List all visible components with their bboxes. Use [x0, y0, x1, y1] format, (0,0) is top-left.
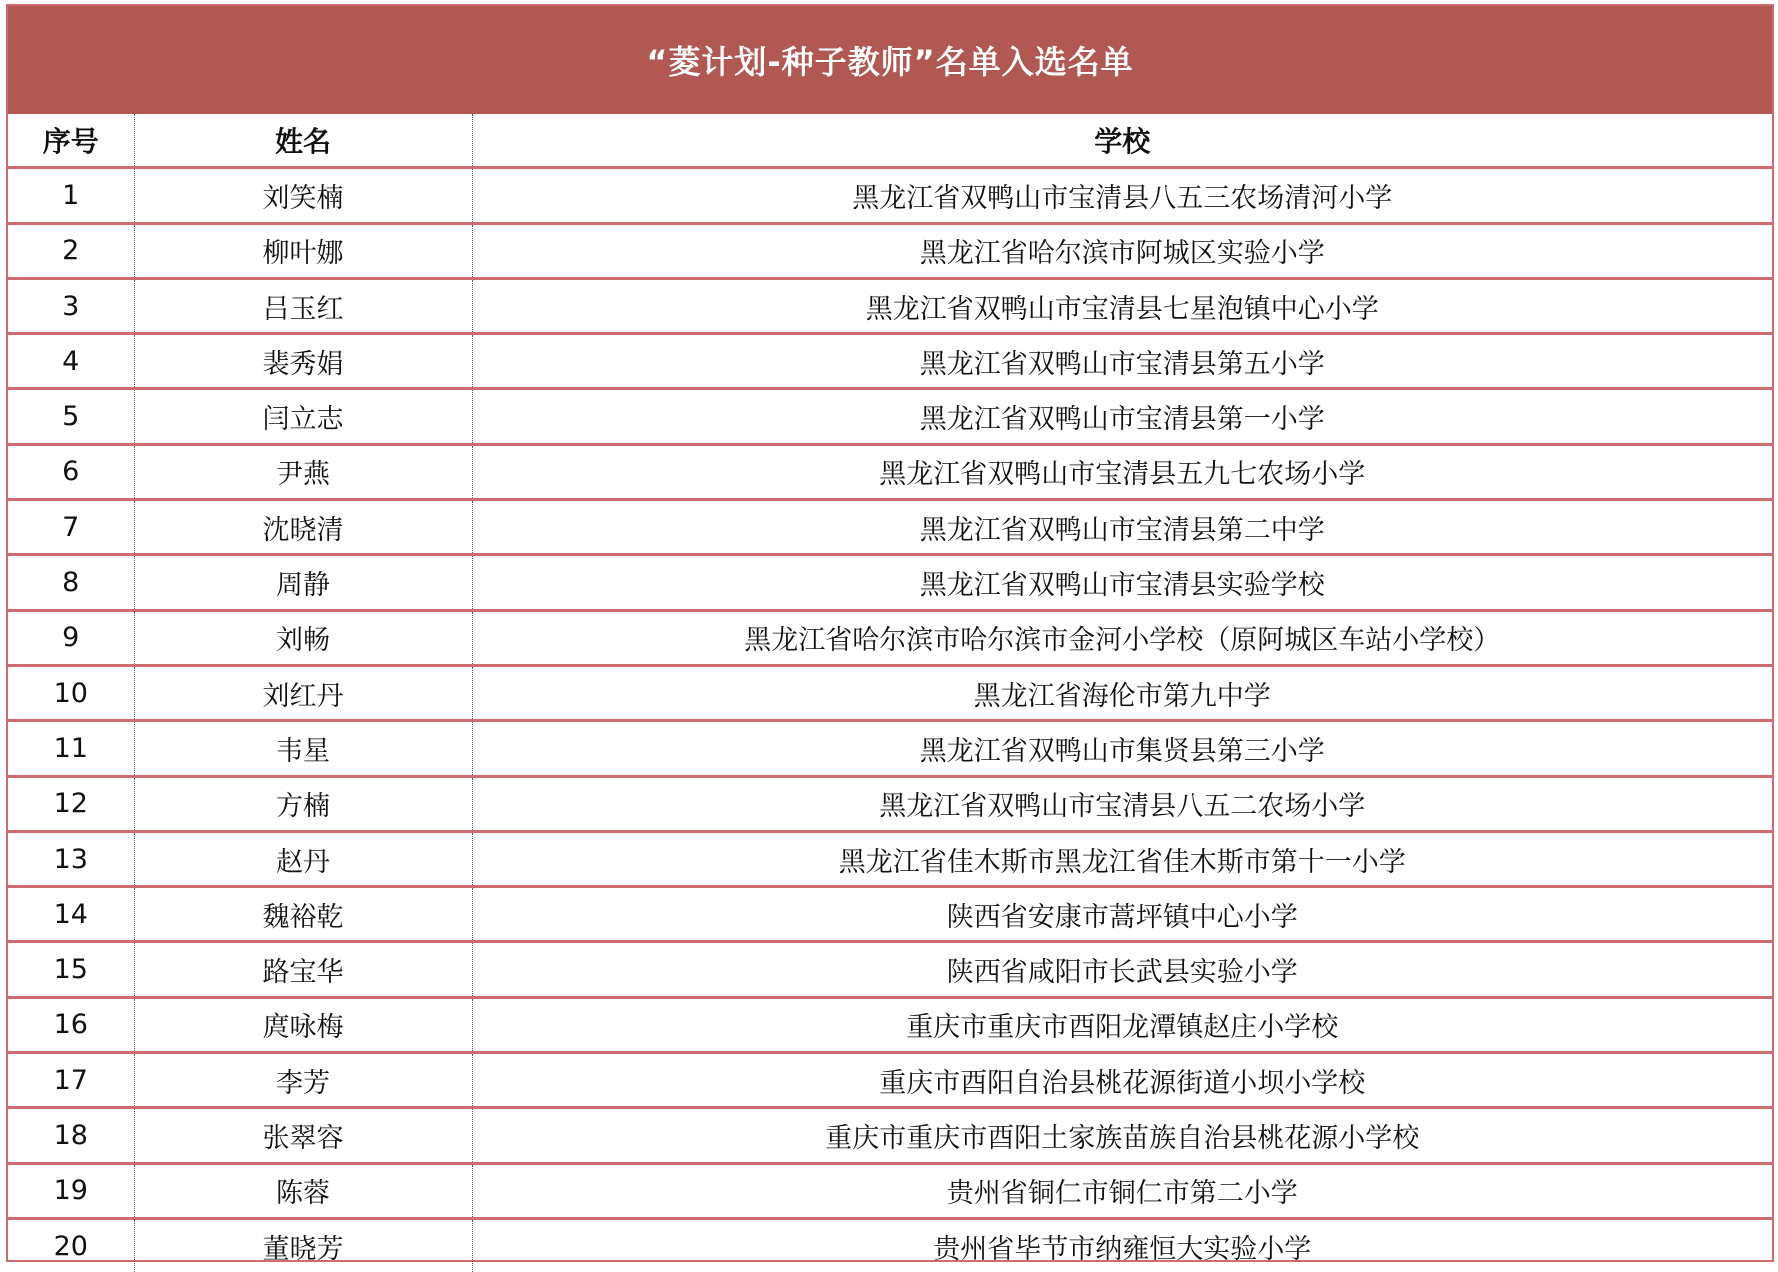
teacher-name-cell: 魏裕乾: [134, 887, 472, 942]
row-number-cell: 9: [8, 610, 134, 665]
school-name-cell: 黑龙江省双鸭山市宝清县七星泡镇中心小学: [472, 278, 1772, 333]
row-number-cell: 20: [8, 1218, 134, 1272]
column-header-no: 序号: [8, 114, 134, 168]
teacher-name-cell: 沈晓清: [134, 500, 472, 555]
table-row: [8, 444, 1772, 499]
table-row: [8, 942, 1772, 997]
row-number-cell: 6: [8, 444, 134, 499]
row-number-cell: 12: [8, 776, 134, 831]
table-row: [8, 831, 1772, 886]
table-row: [8, 997, 1772, 1052]
school-name-cell: 黑龙江省佳木斯市黑龙江省佳木斯市第十一小学: [472, 831, 1772, 886]
row-number-cell: 2: [8, 223, 134, 278]
school-name-cell: 黑龙江省双鸭山市宝清县第一小学: [472, 389, 1772, 444]
teacher-name-cell: 闫立志: [134, 389, 472, 444]
table-row: [8, 334, 1772, 389]
teacher-name-cell: 董晓芳: [134, 1218, 472, 1272]
teacher-name-cell: 路宝华: [134, 942, 472, 997]
column-header-school: 学校: [472, 114, 1772, 168]
school-name-cell: 黑龙江省双鸭山市宝清县八五三农场清河小学: [472, 168, 1772, 223]
school-name-cell: 黑龙江省双鸭山市集贤县第三小学: [472, 721, 1772, 776]
row-number-cell: 7: [8, 500, 134, 555]
school-name-cell: 黑龙江省哈尔滨市哈尔滨市金河小学校（原阿城区车站小学校）: [472, 610, 1772, 665]
teacher-name-cell: 刘畅: [134, 610, 472, 665]
school-name-cell: 黑龙江省双鸭山市宝清县实验学校: [472, 555, 1772, 610]
school-name-cell: 重庆市重庆市酉阳土家族苗族自治县桃花源小学校: [472, 1108, 1772, 1163]
teacher-name-cell: 裴秀娟: [134, 334, 472, 389]
row-number-cell: 3: [8, 278, 134, 333]
school-name-cell: 黑龙江省哈尔滨市阿城区实验小学: [472, 223, 1772, 278]
table-row: [8, 721, 1772, 776]
table-row: [8, 1053, 1772, 1108]
school-name-cell: 黑龙江省双鸭山市宝清县八五二农场小学: [472, 776, 1772, 831]
name-list-sheet: [6, 4, 1774, 1265]
table-row: [8, 887, 1772, 942]
teacher-name-cell: 陈蓉: [134, 1163, 472, 1218]
school-name-cell: 贵州省铜仁市铜仁市第二小学: [472, 1163, 1772, 1218]
teacher-name-cell: 周静: [134, 555, 472, 610]
row-number-cell: 8: [8, 555, 134, 610]
table-row: [8, 555, 1772, 610]
table-row: [8, 776, 1772, 831]
teacher-list-table: [8, 114, 1772, 1272]
school-name-cell: 贵州省毕节市纳雍恒大实验小学: [933, 1233, 1312, 1265]
teacher-name-cell: 庹咏梅: [134, 997, 472, 1052]
table-row: [8, 389, 1772, 444]
row-number-cell: 19: [8, 1163, 134, 1218]
sheet-title: “菱计划-种子教师”名单入选名单: [8, 6, 1772, 114]
row-number-cell: 4: [8, 334, 134, 389]
teacher-name-cell: 刘红丹: [134, 665, 472, 720]
school-name-cell: 陕西省咸阳市长武县实验小学: [472, 942, 1772, 997]
table-body: [8, 168, 1772, 1272]
row-number-cell: 17: [8, 1053, 134, 1108]
teacher-name-cell: 尹燕: [134, 444, 472, 499]
teacher-name-cell: 李芳: [134, 1053, 472, 1108]
row-number-cell: 15: [8, 942, 134, 997]
table-row: [8, 1108, 1772, 1163]
row-number-cell: 16: [8, 997, 134, 1052]
teacher-name-cell: 刘笑楠: [134, 168, 472, 223]
row-number-cell: 10: [8, 665, 134, 720]
table-row: [8, 1163, 1772, 1218]
school-name-cell: 黑龙江省双鸭山市宝清县第二中学: [472, 500, 1772, 555]
teacher-name-cell: 韦星: [134, 721, 472, 776]
teacher-name-cell: 赵丹: [134, 831, 472, 886]
table-row: [8, 665, 1772, 720]
teacher-name-cell: 柳叶娜: [134, 223, 472, 278]
row-number-cell: 5: [8, 389, 134, 444]
row-number-cell: 1: [8, 168, 134, 223]
table-row: [8, 223, 1772, 278]
column-header-name: 姓名: [134, 114, 472, 168]
school-name-cell: 黑龙江省双鸭山市宝清县五九七农场小学: [472, 444, 1772, 499]
header-row: [8, 114, 1772, 168]
row-number-cell: 18: [8, 1108, 134, 1163]
teacher-name-cell: 方楠: [134, 776, 472, 831]
teacher-name-cell: 张翠容: [134, 1108, 472, 1163]
school-name-cell: 黑龙江省双鸭山市宝清县第五小学: [472, 334, 1772, 389]
teacher-name-cell: 吕玉红: [134, 278, 472, 333]
school-name-cell: 重庆市重庆市酉阳龙潭镇赵庄小学校: [472, 997, 1772, 1052]
school-name-cell: 陕西省安康市蒿坪镇中心小学: [472, 887, 1772, 942]
row-number-cell: 14: [8, 887, 134, 942]
table-row: [8, 168, 1772, 223]
row-number-cell: 11: [8, 721, 134, 776]
table-row: [8, 278, 1772, 333]
table-row: [8, 1218, 1772, 1272]
row-number-cell: 13: [8, 831, 134, 886]
table-row: [8, 610, 1772, 665]
school-name-cell: 重庆市酉阳自治县桃花源街道小坝小学校: [472, 1053, 1772, 1108]
school-name-cell: 黑龙江省海伦市第九中学: [472, 665, 1772, 720]
table-row: [8, 500, 1772, 555]
